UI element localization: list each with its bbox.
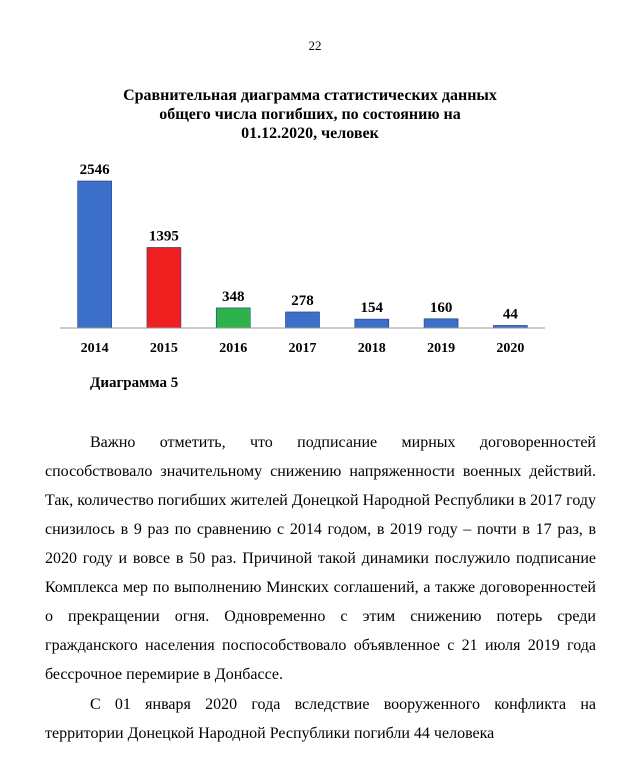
data-label: 278 bbox=[291, 292, 314, 309]
chart-title-line: Сравнительная диаграмма статистических данных bbox=[123, 87, 497, 104]
x-tick-label: 2018 bbox=[357, 341, 386, 356]
chart-bar bbox=[216, 308, 250, 328]
x-tick-label: 2019 bbox=[427, 341, 456, 356]
data-label: 1395 bbox=[148, 228, 179, 245]
chart-title-line: 01.12.2020, человек bbox=[241, 125, 379, 142]
data-label: 2546 bbox=[79, 162, 110, 178]
body-paragraph: Важно отметить, что подписание мирных договоренностей способствовало значительному снижению напряженности военных действий. Так, количество погибших жителей Донецкой Народной Республики в 2017 году снизилось в 9 раз по сравнению с 2014 годом, в 2019 году – почти в 17 раз, в 2020 году и вовсе в 50 раз. Причиной такой динамики послужило подписание Комплекса мер по выполнению Минских соглашений, а также договоренностей о прекращении огня. Одновременно с этим снижению потерь среди гражданского населения поспособствовало объявленное с 21 июля 2019 года бессрочное перемирие в Донбассе. bbox=[45, 434, 596, 683]
chart-bar bbox=[424, 319, 458, 328]
data-label: 44 bbox=[502, 306, 518, 323]
chart-bar bbox=[355, 319, 389, 328]
chart-bar bbox=[147, 247, 181, 328]
data-label: 348 bbox=[221, 288, 245, 305]
x-tick-label: 2016 bbox=[219, 341, 248, 356]
chart-title-line: общего числа погибших, по состоянию на bbox=[159, 106, 461, 123]
chart-bar bbox=[286, 312, 320, 328]
chart-caption: Диаграмма 5 bbox=[90, 375, 179, 391]
page-number: 22 bbox=[308, 38, 322, 53]
x-tick-label: 2015 bbox=[149, 341, 178, 356]
chart-bar bbox=[78, 181, 112, 328]
body-paragraph: С 01 января 2020 года вследствие вооруженного конфликта на территории Донецкой Народной Республики погибли 44 человека bbox=[45, 696, 596, 742]
x-tick-label: 2014 bbox=[80, 341, 109, 356]
x-tick-label: 2020 bbox=[496, 341, 525, 356]
x-tick-label: 2017 bbox=[288, 341, 317, 356]
data-label: 160 bbox=[429, 299, 453, 316]
data-label: 154 bbox=[360, 300, 384, 317]
